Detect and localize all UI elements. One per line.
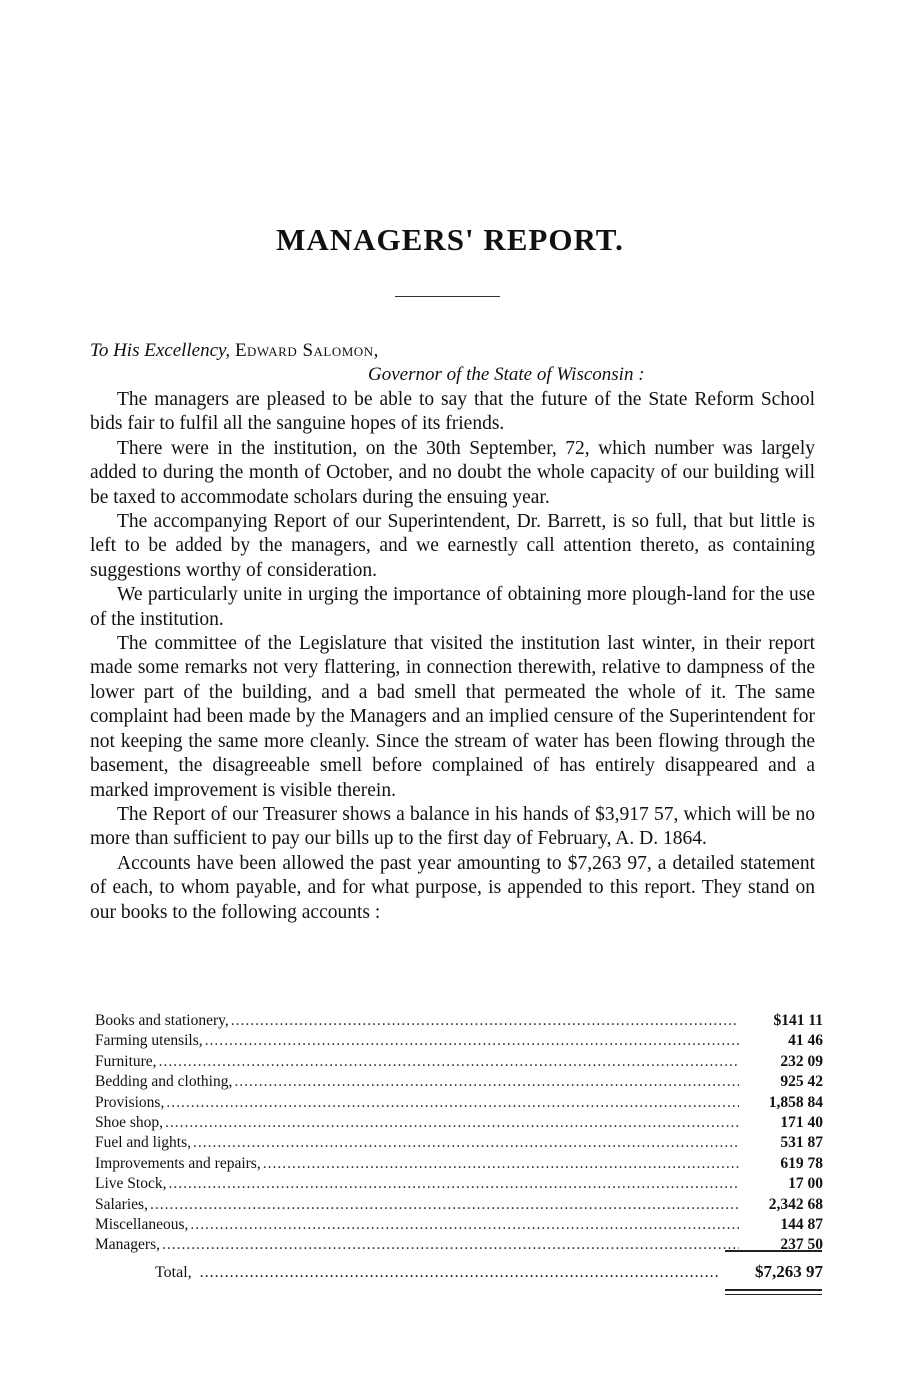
accounts-ledger [95, 1012, 823, 1257]
ledger-row [95, 1073, 823, 1093]
ledger-row [95, 1134, 823, 1154]
dot-leader [234, 1073, 739, 1091]
salutation: To His Excellency, [90, 340, 231, 361]
dot-leader [162, 1236, 739, 1254]
account-amount: 232 09 [780, 1052, 823, 1070]
ledger-row [95, 1114, 823, 1134]
double-rule-bottom [725, 1294, 822, 1295]
account-label: Furniture, [95, 1052, 157, 1070]
ledger-row [95, 1012, 823, 1032]
account-label: Miscellaneous, [95, 1215, 189, 1233]
ledger-row [95, 1053, 823, 1073]
account-amount: 237 50 [780, 1236, 823, 1254]
addressee-name: Edward Salomon, [234, 340, 379, 361]
account-label: Improvements and repairs, [95, 1154, 261, 1172]
account-label: Provisions, [95, 1093, 165, 1111]
ledger-row [95, 1175, 823, 1195]
dot-leader [231, 1012, 739, 1030]
account-amount: 619 78 [780, 1154, 823, 1172]
dot-leader [166, 1094, 739, 1112]
dot-leader [150, 1196, 739, 1214]
dot-leader [263, 1155, 739, 1173]
dot-leader [193, 1134, 739, 1152]
account-amount: 144 87 [780, 1215, 823, 1233]
account-label: Farming utensils, [95, 1032, 203, 1050]
account-label: Books and stationery, [95, 1012, 229, 1029]
account-amount: 531 87 [780, 1134, 823, 1152]
account-amount: 925 42 [780, 1073, 823, 1091]
account-amount: 41 46 [788, 1032, 823, 1050]
total-row [155, 1262, 823, 1282]
account-label: Bedding and clothing, [95, 1073, 233, 1091]
ledger-row [95, 1032, 823, 1052]
account-amount: 171 40 [780, 1113, 823, 1131]
account-label: Salaries, [95, 1195, 148, 1213]
paragraph: The Report of our Treasurer shows a balance in his hands of $3,917 57, which will be no more than sufficient to pay our bills up to the first day of February, A. D. 1864. [90, 803, 815, 850]
addressee-office: Governor of the State of Wisconsin : [368, 364, 645, 385]
account-label: Fuel and lights, [95, 1134, 192, 1152]
paragraph: There were in the institution, on the 30th September, 72, which number was largely added to during the month of October, and no doubt the whole capacity of our building will be taxed to accommodate scholars during the ensuing year. [90, 437, 815, 508]
dot-leader [168, 1175, 739, 1193]
dot-leader [205, 1032, 739, 1050]
page-title: MANAGERS' REPORT. [276, 222, 624, 257]
total-amount: $7,263 97 [755, 1262, 823, 1281]
account-label: Managers, [95, 1236, 160, 1254]
paragraph: The managers are pleased to be able to say that the future of the State Reform School bids fair to fulfil all the sanguine hopes of its friends. [90, 389, 815, 435]
account-amount: 17 00 [788, 1175, 823, 1193]
ledger-row [95, 1236, 823, 1256]
dot-leader [200, 1264, 719, 1282]
address-line [90, 340, 379, 362]
paragraph: The accompanying Report of our Superintendent, Dr. Barrett, is so full, that but little is left to be added by the managers, and we earnestly call attention thereto, as containing suggestions worthy of consideration. [90, 511, 815, 581]
ledger-row [95, 1196, 823, 1216]
ledger-row [95, 1216, 823, 1236]
account-amount: 2,342 68 [768, 1195, 823, 1213]
ledger-row [95, 1155, 823, 1175]
account-label: Shoe shop, [95, 1113, 164, 1131]
double-rule-top [725, 1289, 822, 1291]
total-label: Total, [155, 1264, 192, 1281]
sum-rule [725, 1250, 822, 1252]
paragraph: The committee of the Legislature that visited the institution last winter, in their report made some remarks not very flattering, in connection therewith, relative to dampness of the lower part of the building, and a bad smell that permeated the whole of it. The same complaint had been made by the Managers and an implied censure of the Superintendent for not keeping the same more cleanly. Since the stream of water has been flowing through the basement, the disagreeable smell before complained of has entirely disappeared and a marked improvement is visible therein. [90, 633, 815, 801]
account-label: Live Stock, [95, 1175, 167, 1193]
ledger-row [95, 1094, 823, 1114]
dot-leader [190, 1216, 739, 1234]
account-amount: $141 11 [773, 1012, 823, 1029]
dot-leader [159, 1053, 739, 1071]
report-body [90, 388, 815, 925]
dot-leader [165, 1114, 739, 1132]
paragraph: We particularly unite in urging the importance of obtaining more plough-land for the use of the institution. [90, 584, 815, 630]
account-amount: 1,858 84 [768, 1093, 823, 1111]
title-divider [395, 296, 500, 297]
paragraph: Accounts have been allowed the past year amounting to $7,263 97, a detailed statement of each, to whom payable, and for what purpose, is appended to this report. They stand on our books to the following accounts : [90, 852, 815, 923]
